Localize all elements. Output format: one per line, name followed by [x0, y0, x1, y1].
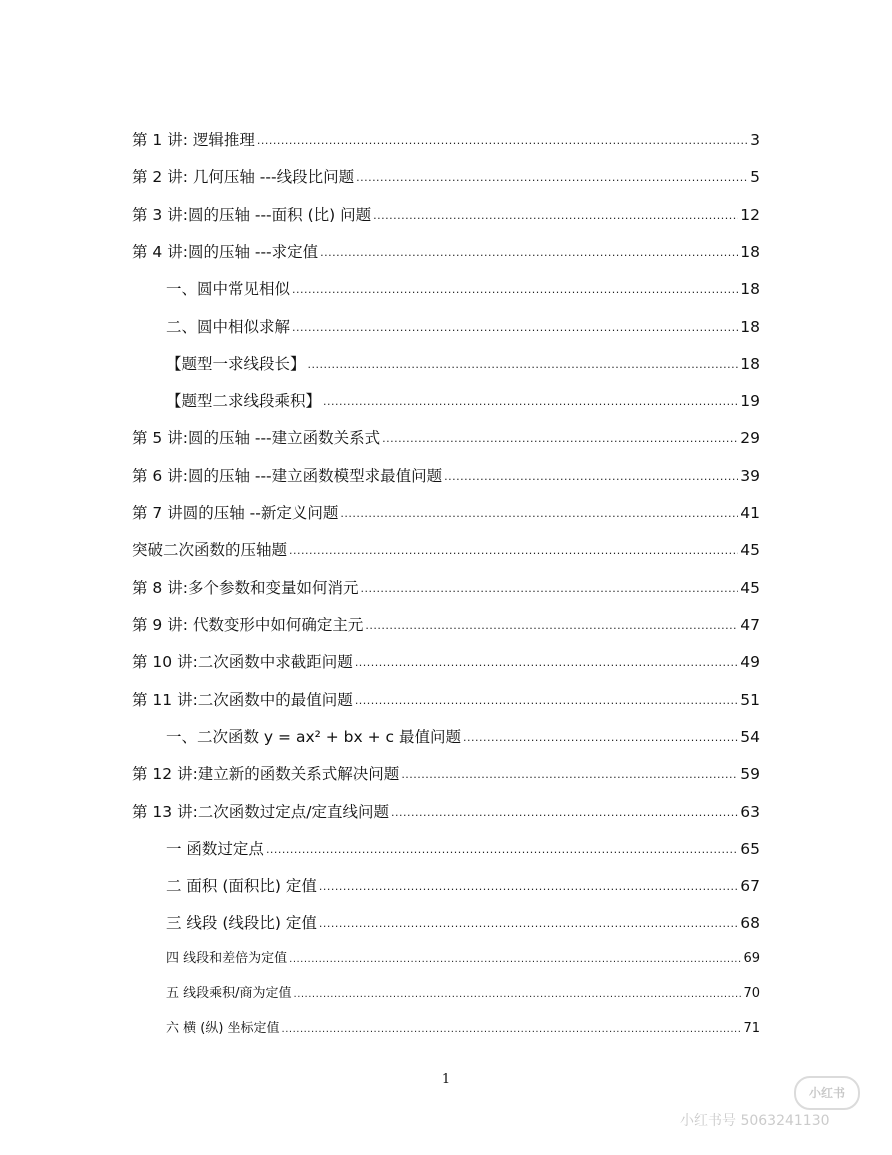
toc-entry[interactable] — [166, 273, 760, 299]
dot-leader — [356, 169, 748, 187]
watermark-id: 小红书号 5063241130 — [680, 1113, 830, 1129]
toc-entry-title: 第 6 讲:圆的压轴 ---建立函数模型求最值问题 — [132, 467, 443, 485]
dot-leader — [320, 244, 738, 262]
toc-entry[interactable] — [132, 609, 760, 635]
toc-entry[interactable] — [132, 199, 760, 225]
dot-leader — [373, 207, 738, 225]
dot-leader — [355, 692, 738, 710]
dot-leader — [444, 468, 738, 486]
toc-entry[interactable] — [132, 684, 760, 710]
dot-leader — [308, 356, 739, 374]
toc-entry-title: 第 1 讲: 逻辑推理 — [132, 131, 255, 149]
toc-entry[interactable] — [132, 758, 760, 784]
dot-leader — [365, 617, 738, 635]
toc-entry-page: 3 — [750, 131, 760, 149]
toc-entry-title: 一、二次函数 y = ax² + bx + c 最值问题 — [166, 728, 461, 746]
toc-entry-page: 47 — [740, 616, 760, 634]
toc-entry[interactable] — [132, 161, 760, 187]
toc-entry[interactable] — [166, 907, 760, 933]
toc-entry-title: 五 线段乘积/商为定值 — [166, 986, 292, 1001]
toc-entry-page: 59 — [740, 765, 760, 783]
toc-entry[interactable] — [166, 1013, 760, 1039]
toc-entry[interactable] — [132, 534, 760, 560]
toc-entry[interactable] — [166, 943, 760, 969]
toc-entry-page: 70 — [743, 986, 760, 1001]
toc-entry[interactable] — [132, 422, 760, 448]
toc-entry-page: 39 — [740, 467, 760, 485]
dot-leader — [319, 915, 738, 933]
toc-entry-title: 第 12 讲:建立新的函数关系式解决问题 — [132, 765, 400, 783]
toc-entry-title: 第 10 讲:二次函数中求截距问题 — [132, 653, 353, 671]
watermark-logo: 小红书 — [794, 1076, 860, 1110]
dot-leader — [292, 319, 738, 337]
toc-entry-page: 18 — [740, 243, 760, 261]
toc-entry[interactable] — [132, 796, 760, 822]
toc-entry-title: 四 线段和差倍为定值 — [166, 951, 288, 966]
toc-entry-title: 第 4 讲:圆的压轴 ---求定值 — [132, 243, 319, 261]
toc-entry[interactable] — [166, 385, 760, 411]
toc-entry-title: 二 面积 (面积比) 定值 — [166, 877, 317, 895]
dot-leader — [360, 580, 738, 598]
toc-entry-title: 第 7 讲圆的压轴 --新定义问题 — [132, 504, 339, 522]
dot-leader — [289, 542, 738, 560]
toc-entry[interactable] — [132, 236, 760, 262]
toc-entry[interactable] — [166, 348, 760, 374]
toc-entry-title: 三 线段 (线段比) 定值 — [166, 914, 317, 932]
toc-entry-page: 12 — [740, 206, 760, 224]
toc-entry-page: 18 — [740, 318, 760, 336]
toc-entry[interactable] — [132, 572, 760, 598]
toc-entry-title: 一、圆中常见相似 — [166, 280, 291, 298]
toc-entry-title: 二、圆中相似求解 — [166, 318, 291, 336]
toc-entry[interactable] — [132, 124, 760, 150]
toc-entry-title: 一 函数过定点 — [166, 840, 264, 858]
toc-entry-title: 突破二次函数的压轴题 — [132, 541, 288, 559]
dot-leader — [382, 430, 738, 448]
toc-entry-page: 29 — [740, 429, 760, 447]
toc-entry-page: 67 — [740, 877, 760, 895]
toc-entry-page: 18 — [740, 280, 760, 298]
dot-leader — [257, 132, 748, 150]
toc-entry-title: 第 3 讲:圆的压轴 ---面积 (比) 问题 — [132, 206, 372, 224]
dot-leader — [355, 654, 738, 672]
toc-entry-page: 71 — [743, 1021, 760, 1036]
dot-leader — [463, 729, 738, 747]
toc-entry[interactable] — [166, 870, 760, 896]
toc-entry-title: 第 5 讲:圆的压轴 ---建立函数关系式 — [132, 429, 381, 447]
toc-entry[interactable] — [132, 497, 760, 523]
toc-entry-page: 18 — [740, 355, 760, 373]
dot-leader — [323, 393, 738, 411]
toc-entry-page: 49 — [740, 653, 760, 671]
toc-entry-page: 45 — [740, 579, 760, 597]
dot-leader — [292, 281, 738, 299]
toc-entry-title: 【题型一求线段长】 — [166, 355, 306, 373]
toc-entry-title: 【题型二求线段乘积】 — [166, 392, 322, 410]
dot-leader — [340, 505, 738, 523]
dot-leader — [289, 951, 741, 969]
toc-entry[interactable] — [132, 460, 760, 486]
toc-entry-page: 41 — [740, 504, 760, 522]
toc-entry-title: 第 2 讲: 几何压轴 ---线段比问题 — [132, 168, 355, 186]
toc-entry-title: 第 8 讲:多个参数和变量如何消元 — [132, 579, 359, 597]
toc-entry-page: 69 — [743, 951, 760, 966]
dot-leader — [391, 804, 738, 822]
toc-entry-title: 第 11 讲:二次函数中的最值问题 — [132, 691, 353, 709]
toc-entry[interactable] — [166, 721, 760, 747]
dot-leader — [319, 878, 738, 896]
page-number-footer: 1 — [441, 1072, 451, 1087]
toc-entry[interactable] — [132, 646, 760, 672]
toc-entry-page: 68 — [740, 914, 760, 932]
dot-leader — [294, 986, 742, 1004]
dot-leader — [266, 841, 738, 859]
toc-entry[interactable] — [166, 311, 760, 337]
toc-entry-page: 19 — [740, 392, 760, 410]
toc-entry-page: 65 — [740, 840, 760, 858]
toc-entry-page: 45 — [740, 541, 760, 559]
toc-entry-page: 54 — [740, 728, 760, 746]
toc-entry-title: 第 13 讲:二次函数过定点/定直线问题 — [132, 803, 390, 821]
toc-entry-page: 5 — [750, 168, 760, 186]
toc-entry[interactable] — [166, 978, 760, 1004]
dot-leader — [401, 766, 738, 784]
toc-entry[interactable] — [166, 833, 760, 859]
toc-entry-title: 六 横 (纵) 坐标定值 — [166, 1021, 280, 1036]
toc-entry-page: 51 — [740, 691, 760, 709]
dot-leader — [282, 1021, 742, 1039]
toc-entry-title: 第 9 讲: 代数变形中如何确定主元 — [132, 616, 364, 634]
toc-entry-page: 63 — [740, 803, 760, 821]
